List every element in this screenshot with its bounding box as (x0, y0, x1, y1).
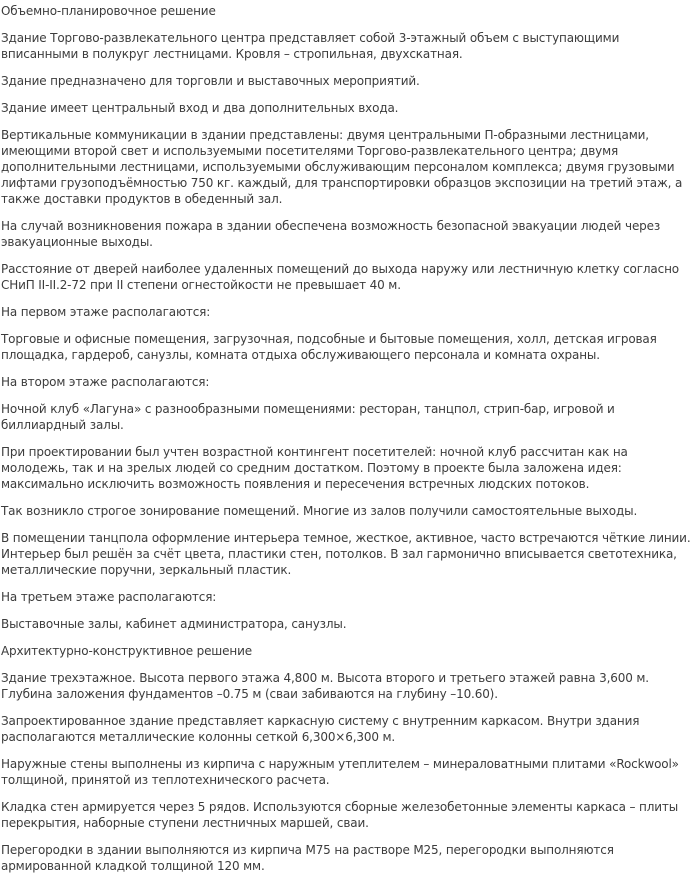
paragraph: Здание Торгово-развлекательного центра представляет собой 3-этажный объем с выступающими вписанными в полукруг лестницами. Кровля – стропильная, двухскатная. (1, 31, 620, 61)
paragraph: Здание предназначено для торговли и выставочных мероприятий. (1, 74, 420, 88)
paragraph: На случай возникновения пожара в здании обеспечена возможность безопасной эвакуации людей через эвакуационные выходы. (1, 219, 661, 249)
paragraph: Ночной клуб «Лагуна» с разнообразными помещениями: ресторан, танцпол, стрип-бар, игровой и биллиардный залы. (1, 402, 615, 432)
paragraph: Торговые и офисные помещения, загрузочная, подсобные и бытовые помещения, холл, детская игровая площадка, гардероб, санузлы, комната отдыха обслуживающего персонала и комната охраны. (1, 332, 657, 362)
paragraph: Выставочные залы, кабинет администратора, санузлы. (1, 617, 347, 631)
paragraph: Здание трехэтажное. Высота первого этажа 4,800 м. Высота второго и третьего этажей равна 3,600 м. Глубина заложения фундаментов –0.75 м (сваи забиваются на глубину –10.60). (1, 671, 649, 701)
paragraph: Наружные стены выполнены из кирпича с наружным утеплителем – минераловатными плитами «Rockwool» толщиной, принятой из теплотехнического расчета. (1, 757, 679, 787)
paragraph: Кладка стен армируется через 5 рядов. Используются сборные железобетонные элементы каркаса – плиты перекрытия, наборные ступени лестничных маршей, сваи. (1, 800, 679, 830)
section-heading: Объемно-планировочное решение (1, 4, 216, 18)
paragraph: При проектировании был учтен возрастной контингент посетителей: ночной клуб рассчитан как на молодежь, так и на зрелых людей со средним достатком. Поэтому в проекте была заложена идея: максимально исключить возможность появления и пересечения встречных людских потоков. (1, 445, 628, 491)
paragraph: Перегородки в здании выполняются из кирпича М75 на растворе М25, перегородки выполняются армированной кладкой толщиной 120 мм. (1, 843, 614, 873)
paragraph: На первом этаже располагаются: (1, 305, 211, 319)
paragraph: Вертикальные коммуникации в здании представлены: двумя центральными П-образными лестницами, имеющими второй свет и используемыми посетителями Торгово-развлекательного центра; двумя дополнительными лестницами, используемыми обслуживающим персоналом комплекса; двумя грузовыми лифтами грузоподъёмностью 750 кг. каждый, для транспортировки образцов экспозиции на третий этаж, а также доставки продуктов в обеденный зал. (1, 128, 683, 206)
paragraph: Запроектированное здание представляет каркасную систему с внутренним каркасом. Внутри здания располагаются металлические колонны сеткой 6,300×6,300 м. (1, 714, 640, 744)
paragraph: Расстояние от дверей наиболее удаленных помещений до выхода наружу или лестничную клетку согласно СНиП II-II.2-72 при II степени огнестойкости не превышает 40 м. (1, 262, 679, 292)
paragraph: На третьем этаже располагаются: (1, 590, 217, 604)
paragraph: В помещении танцпола оформление интерьера темное, жесткое, активное, часто встречаются чёткие линии. Интерьер был решён за счёт цвета, пластики стен, потолков. В зал гармонично вписывается светотехника, металлические поручни, зеркальный пластик. (1, 531, 691, 577)
paragraph: На втором этаже располагаются: (1, 375, 210, 389)
paragraph: Так возникло строгое зонирование помещений. Многие из залов получили самостоятельные выходы. (1, 504, 638, 518)
section-heading: Архитектурно-конструктивное решение (1, 644, 252, 658)
paragraph: Здание имеет центральный вход и два дополнительных входа. (1, 101, 399, 115)
